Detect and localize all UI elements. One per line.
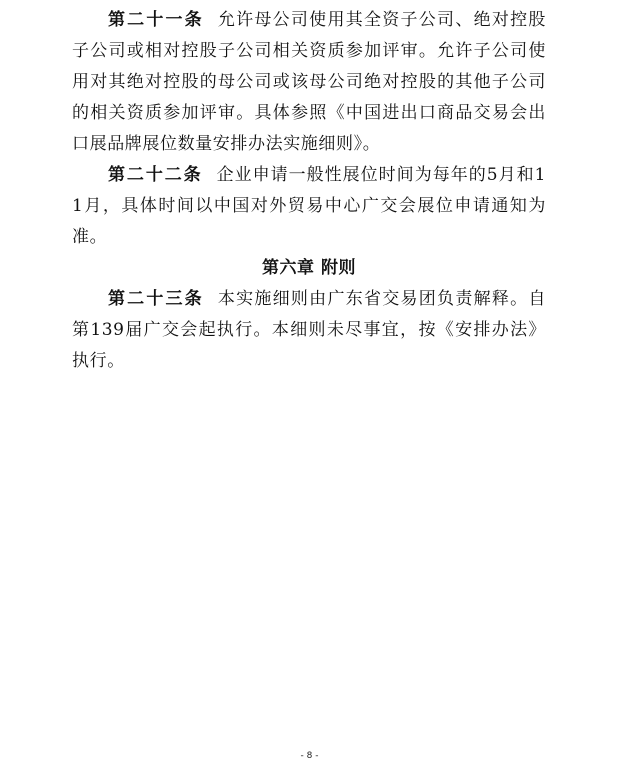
chapter-title: 第六章 附则 — [262, 258, 356, 278]
article-text: 允许母公司使用其全资子公司、绝对控股子公司或相对控股子公司相关资质参加评审。允许子公司使用对其绝对控股的母公司或该母公司绝对控股的其他子公司的相关资质参加评审。具体参照《中国进出口商品交易会出口展品牌展位数量安排办法实施细则》。 — [72, 10, 546, 154]
article-text: 本实施细则由广东省交易团负责解释。自第139届广交会起执行。本细则未尽事宜，按《安排办法》执行。 — [72, 289, 546, 371]
article-number: 第二十三条 — [108, 289, 204, 309]
article-21 — [72, 5, 546, 160]
document-body — [72, 5, 546, 377]
article-text: 企业申请一般性展位时间为每年的5月和11月，具体时间以中国对外贸易中心广交会展位申请通知为准。 — [72, 165, 547, 247]
article-22 — [72, 160, 546, 253]
article-23 — [72, 284, 546, 377]
article-number: 第二十二条 — [108, 165, 203, 185]
article-number: 第二十一条 — [108, 10, 204, 30]
page-number: - 8 - — [300, 751, 319, 761]
